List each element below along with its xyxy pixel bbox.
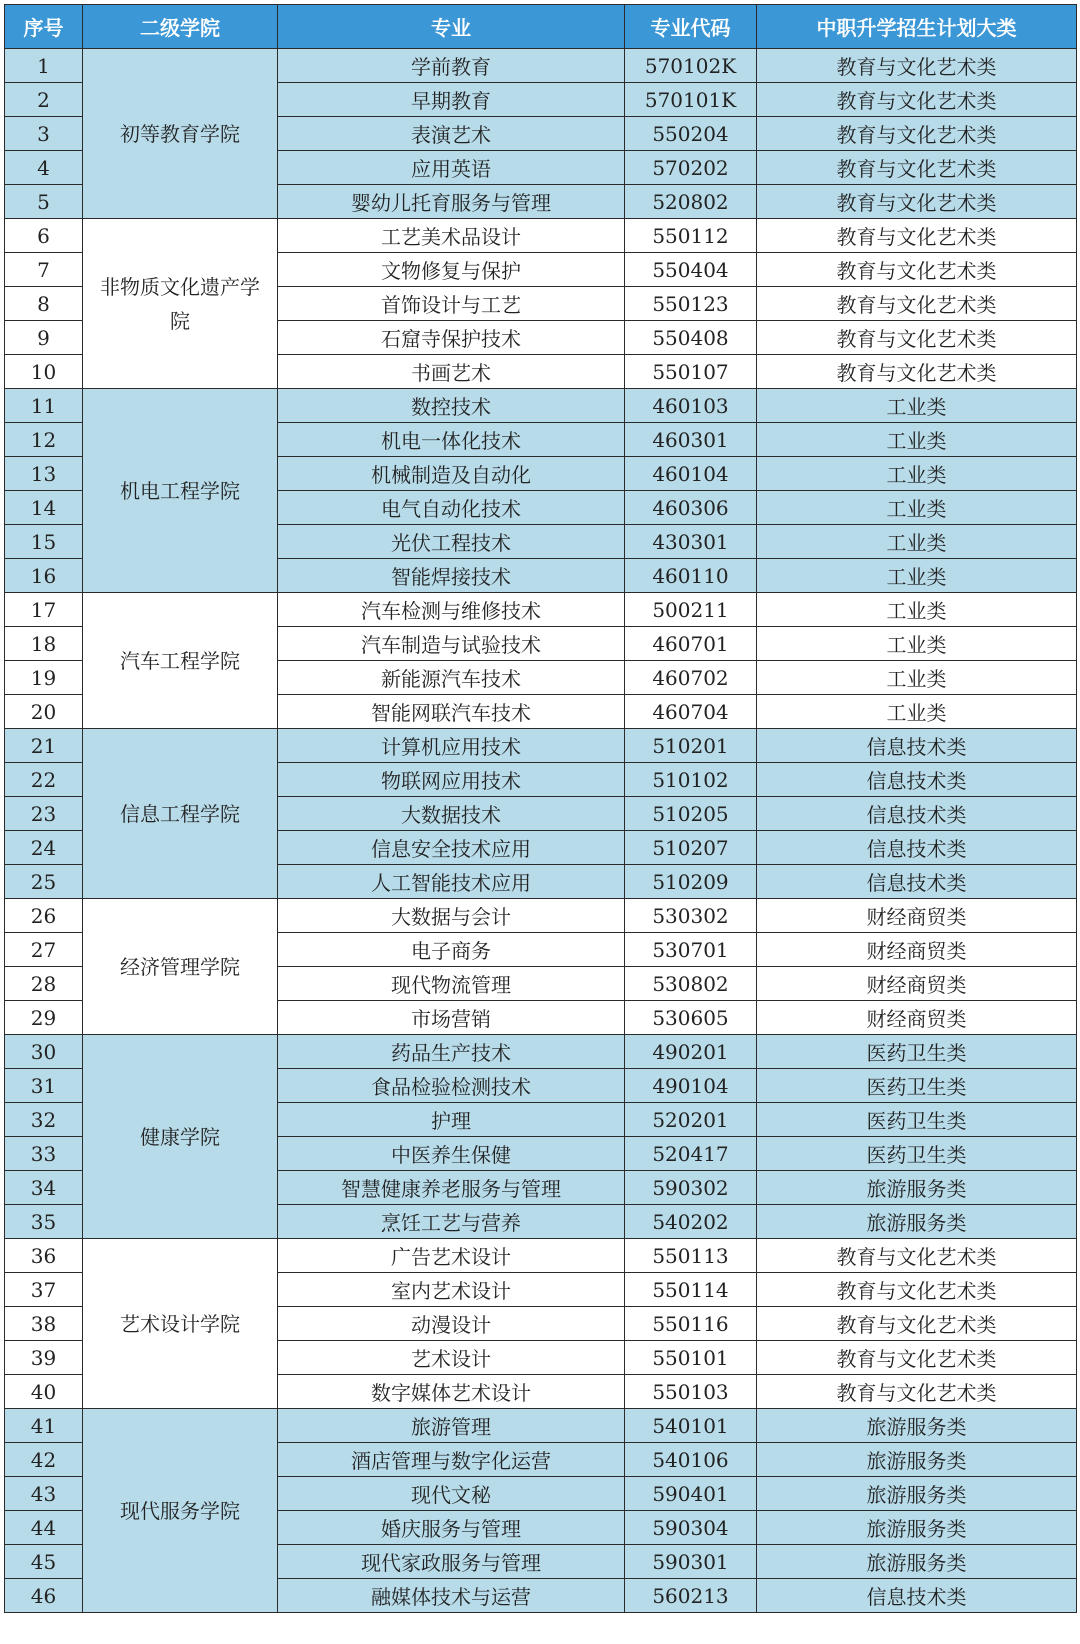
category-cell: 信息技术类 [757,831,1077,865]
category-cell: 旅游服务类 [757,1511,1077,1545]
major-cell: 大数据技术 [278,797,625,831]
table-row [5,1409,1077,1443]
category-cell: 教育与文化艺术类 [757,117,1077,151]
seq-cell: 24 [5,831,83,865]
category-cell: 旅游服务类 [757,1171,1077,1205]
seq-cell: 7 [5,253,83,287]
major-cell: 数控技术 [278,389,625,423]
code-cell: 550101 [625,1341,757,1375]
major-cell: 酒店管理与数字化运营 [278,1443,625,1477]
table-body [5,49,1077,1613]
category-cell: 旅游服务类 [757,1205,1077,1239]
header-college: 二级学院 [83,5,278,49]
header-code: 专业代码 [625,5,757,49]
code-cell: 460701 [625,627,757,661]
major-cell: 动漫设计 [278,1307,625,1341]
category-cell: 教育与文化艺术类 [757,1341,1077,1375]
header-major: 专业 [278,5,625,49]
category-cell: 工业类 [757,389,1077,423]
seq-cell: 32 [5,1103,83,1137]
seq-cell: 31 [5,1069,83,1103]
code-cell: 540101 [625,1409,757,1443]
table-row [5,899,1077,933]
category-cell: 旅游服务类 [757,1409,1077,1443]
seq-cell: 43 [5,1477,83,1511]
seq-cell: 5 [5,185,83,219]
category-cell: 教育与文化艺术类 [757,185,1077,219]
table-row [5,389,1077,423]
code-cell: 550112 [625,219,757,253]
seq-cell: 25 [5,865,83,899]
code-cell: 510209 [625,865,757,899]
code-cell: 460704 [625,695,757,729]
major-cell: 汽车检测与维修技术 [278,593,625,627]
major-cell: 智能网联汽车技术 [278,695,625,729]
category-cell: 教育与文化艺术类 [757,1375,1077,1409]
category-cell: 工业类 [757,593,1077,627]
header-row [5,5,1077,49]
category-cell: 财经商贸类 [757,899,1077,933]
seq-cell: 9 [5,321,83,355]
major-cell: 烹饪工艺与营养 [278,1205,625,1239]
seq-cell: 39 [5,1341,83,1375]
college-cell: 健康学院 [83,1035,278,1239]
category-cell: 工业类 [757,457,1077,491]
code-cell: 550404 [625,253,757,287]
code-cell: 550113 [625,1239,757,1273]
seq-cell: 33 [5,1137,83,1171]
major-cell: 机械制造及自动化 [278,457,625,491]
category-cell: 医药卫生类 [757,1035,1077,1069]
category-cell: 教育与文化艺术类 [757,355,1077,389]
major-cell: 护理 [278,1103,625,1137]
code-cell: 460103 [625,389,757,423]
major-cell: 计算机应用技术 [278,729,625,763]
code-cell: 530802 [625,967,757,1001]
college-cell: 机电工程学院 [83,389,278,593]
major-cell: 新能源汽车技术 [278,661,625,695]
major-cell: 融媒体技术与运营 [278,1579,625,1613]
college-cell: 非物质文化遗产学院 [83,219,278,389]
category-cell: 工业类 [757,661,1077,695]
code-cell: 520802 [625,185,757,219]
seq-cell: 14 [5,491,83,525]
code-cell: 520417 [625,1137,757,1171]
seq-cell: 40 [5,1375,83,1409]
major-cell: 学前教育 [278,49,625,83]
seq-cell: 15 [5,525,83,559]
category-cell: 信息技术类 [757,865,1077,899]
seq-cell: 2 [5,83,83,117]
category-cell: 教育与文化艺术类 [757,1307,1077,1341]
college-cell: 信息工程学院 [83,729,278,899]
code-cell: 490201 [625,1035,757,1069]
seq-cell: 8 [5,287,83,321]
table-header [5,5,1077,49]
major-cell: 药品生产技术 [278,1035,625,1069]
seq-cell: 21 [5,729,83,763]
category-cell: 工业类 [757,525,1077,559]
seq-cell: 12 [5,423,83,457]
category-cell: 工业类 [757,627,1077,661]
seq-cell: 23 [5,797,83,831]
major-cell: 现代家政服务与管理 [278,1545,625,1579]
code-cell: 460702 [625,661,757,695]
code-cell: 570101K [625,83,757,117]
seq-cell: 42 [5,1443,83,1477]
major-cell: 中医养生保健 [278,1137,625,1171]
code-cell: 590401 [625,1477,757,1511]
code-cell: 510201 [625,729,757,763]
table-row [5,1239,1077,1273]
college-cell: 初等教育学院 [83,49,278,219]
table-row [5,729,1077,763]
code-cell: 510207 [625,831,757,865]
code-cell: 560213 [625,1579,757,1613]
code-cell: 490104 [625,1069,757,1103]
code-cell: 550408 [625,321,757,355]
major-cell: 石窟寺保护技术 [278,321,625,355]
college-cell: 艺术设计学院 [83,1239,278,1409]
table-row [5,1035,1077,1069]
code-cell: 540106 [625,1443,757,1477]
major-cell: 广告艺术设计 [278,1239,625,1273]
category-cell: 财经商贸类 [757,933,1077,967]
major-cell: 艺术设计 [278,1341,625,1375]
category-cell: 财经商贸类 [757,1001,1077,1035]
category-cell: 信息技术类 [757,729,1077,763]
seq-cell: 45 [5,1545,83,1579]
seq-cell: 13 [5,457,83,491]
code-cell: 500211 [625,593,757,627]
seq-cell: 41 [5,1409,83,1443]
category-cell: 医药卫生类 [757,1103,1077,1137]
seq-cell: 30 [5,1035,83,1069]
major-cell: 人工智能技术应用 [278,865,625,899]
seq-cell: 4 [5,151,83,185]
category-cell: 工业类 [757,423,1077,457]
major-cell: 婴幼儿托育服务与管理 [278,185,625,219]
table-row [5,49,1077,83]
code-cell: 530605 [625,1001,757,1035]
code-cell: 460306 [625,491,757,525]
seq-cell: 6 [5,219,83,253]
category-cell: 财经商贸类 [757,967,1077,1001]
code-cell: 590304 [625,1511,757,1545]
seq-cell: 34 [5,1171,83,1205]
major-cell: 市场营销 [278,1001,625,1035]
category-cell: 工业类 [757,695,1077,729]
category-cell: 信息技术类 [757,797,1077,831]
seq-cell: 16 [5,559,83,593]
category-cell: 旅游服务类 [757,1477,1077,1511]
seq-cell: 19 [5,661,83,695]
category-cell: 教育与文化艺术类 [757,253,1077,287]
code-cell: 550123 [625,287,757,321]
category-cell: 教育与文化艺术类 [757,49,1077,83]
college-cell: 经济管理学院 [83,899,278,1035]
seq-cell: 37 [5,1273,83,1307]
category-cell: 信息技术类 [757,763,1077,797]
seq-cell: 29 [5,1001,83,1035]
category-cell: 医药卫生类 [757,1137,1077,1171]
header-seq: 序号 [5,5,83,49]
seq-cell: 46 [5,1579,83,1613]
code-cell: 550204 [625,117,757,151]
seq-cell: 1 [5,49,83,83]
seq-cell: 38 [5,1307,83,1341]
major-cell: 物联网应用技术 [278,763,625,797]
major-cell: 表演艺术 [278,117,625,151]
seq-cell: 44 [5,1511,83,1545]
code-cell: 550116 [625,1307,757,1341]
seq-cell: 10 [5,355,83,389]
major-cell: 电气自动化技术 [278,491,625,525]
table-row [5,219,1077,253]
code-cell: 570102K [625,49,757,83]
seq-cell: 3 [5,117,83,151]
code-cell: 550103 [625,1375,757,1409]
category-cell: 教育与文化艺术类 [757,219,1077,253]
major-cell: 信息安全技术应用 [278,831,625,865]
seq-cell: 17 [5,593,83,627]
code-cell: 510102 [625,763,757,797]
category-cell: 工业类 [757,559,1077,593]
code-cell: 590302 [625,1171,757,1205]
category-cell: 旅游服务类 [757,1545,1077,1579]
seq-cell: 27 [5,933,83,967]
category-cell: 教育与文化艺术类 [757,287,1077,321]
code-cell: 550114 [625,1273,757,1307]
major-cell: 应用英语 [278,151,625,185]
code-cell: 590301 [625,1545,757,1579]
seq-cell: 22 [5,763,83,797]
seq-cell: 26 [5,899,83,933]
majors-table [4,4,1077,1613]
seq-cell: 36 [5,1239,83,1273]
seq-cell: 20 [5,695,83,729]
major-cell: 大数据与会计 [278,899,625,933]
code-cell: 540202 [625,1205,757,1239]
table-row [5,593,1077,627]
code-cell: 530302 [625,899,757,933]
category-cell: 教育与文化艺术类 [757,83,1077,117]
category-cell: 教育与文化艺术类 [757,151,1077,185]
seq-cell: 28 [5,967,83,1001]
seq-cell: 35 [5,1205,83,1239]
code-cell: 460104 [625,457,757,491]
category-cell: 教育与文化艺术类 [757,1239,1077,1273]
header-category: 中职升学招生计划大类 [757,5,1077,49]
category-cell: 信息技术类 [757,1579,1077,1613]
major-cell: 首饰设计与工艺 [278,287,625,321]
major-cell: 电子商务 [278,933,625,967]
code-cell: 510205 [625,797,757,831]
major-cell: 现代物流管理 [278,967,625,1001]
major-cell: 书画艺术 [278,355,625,389]
category-cell: 医药卫生类 [757,1069,1077,1103]
major-cell: 早期教育 [278,83,625,117]
major-cell: 旅游管理 [278,1409,625,1443]
code-cell: 520201 [625,1103,757,1137]
major-cell: 汽车制造与试验技术 [278,627,625,661]
major-cell: 数字媒体艺术设计 [278,1375,625,1409]
code-cell: 550107 [625,355,757,389]
category-cell: 旅游服务类 [757,1443,1077,1477]
category-cell: 教育与文化艺术类 [757,321,1077,355]
code-cell: 460110 [625,559,757,593]
major-cell: 室内艺术设计 [278,1273,625,1307]
major-cell: 智能焊接技术 [278,559,625,593]
code-cell: 530701 [625,933,757,967]
major-cell: 文物修复与保护 [278,253,625,287]
category-cell: 工业类 [757,491,1077,525]
seq-cell: 11 [5,389,83,423]
major-cell: 光伏工程技术 [278,525,625,559]
code-cell: 460301 [625,423,757,457]
category-cell: 教育与文化艺术类 [757,1273,1077,1307]
college-cell: 汽车工程学院 [83,593,278,729]
seq-cell: 18 [5,627,83,661]
college-cell: 现代服务学院 [83,1409,278,1613]
major-cell: 智慧健康养老服务与管理 [278,1171,625,1205]
code-cell: 430301 [625,525,757,559]
major-cell: 机电一体化技术 [278,423,625,457]
code-cell: 570202 [625,151,757,185]
major-cell: 婚庆服务与管理 [278,1511,625,1545]
major-cell: 现代文秘 [278,1477,625,1511]
major-cell: 工艺美术品设计 [278,219,625,253]
major-cell: 食品检验检测技术 [278,1069,625,1103]
